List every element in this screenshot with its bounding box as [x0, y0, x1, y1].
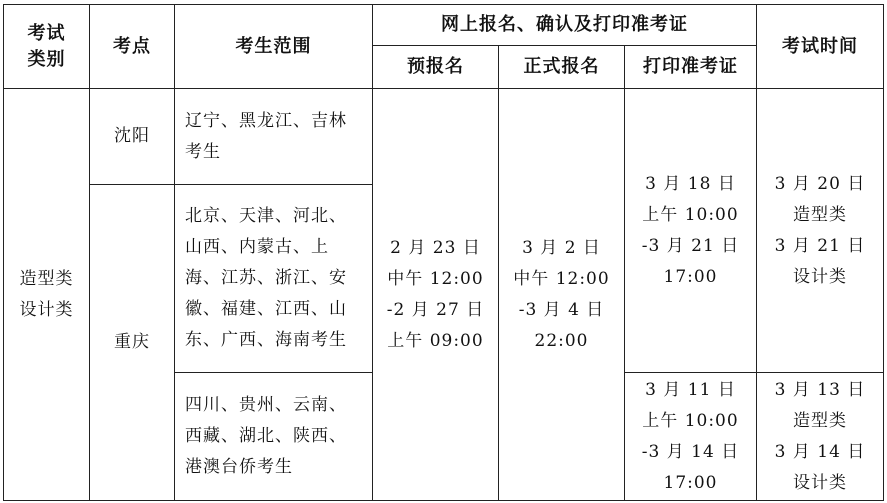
- exam-time-b-line-1: 3 月 13 日: [774, 379, 866, 400]
- header-pre-registration: 预报名: [373, 46, 499, 89]
- exam-time-b-line-2: 造型类: [793, 410, 848, 431]
- print-ticket-b-line-3: -3 月 14 日: [641, 441, 740, 462]
- print-ticket-a-line-3: -3 月 21 日: [641, 235, 740, 256]
- header-category-line-1: 考试: [27, 22, 66, 44]
- header-formal-registration: 正式报名: [499, 46, 625, 89]
- exam-time-a-line-3: 3 月 21 日: [774, 235, 866, 256]
- pre-registration-cell: [373, 89, 499, 501]
- scope-chongqing-a: 北京、天津、河北、山西、内蒙古、上海、江苏、浙江、安徽、福建、江西、山东、广西、海南考生: [175, 185, 373, 373]
- exam-time-a-line-1: 3 月 20 日: [774, 173, 866, 194]
- exam-time-b-line-3: 3 月 14 日: [774, 441, 866, 462]
- site-chongqing: 重庆: [90, 185, 175, 501]
- print-ticket-b-line-2: 上午 10:00: [642, 410, 739, 431]
- formal-registration-line-4: 22:00: [534, 330, 589, 351]
- pre-registration-line-4: 上午 09:00: [387, 330, 484, 351]
- formal-registration-line-3: -3 月 4 日: [518, 299, 605, 320]
- category-line-2: 设计类: [19, 299, 74, 320]
- category-line-1: 造型类: [19, 268, 74, 289]
- print-ticket-a-line-4: 17:00: [663, 266, 718, 287]
- header-scope: 考生范围: [175, 5, 373, 89]
- formal-registration-line-2: 中午 12:00: [513, 268, 610, 289]
- print-ticket-a-line-2: 上午 10:00: [642, 204, 739, 225]
- category-cell: [4, 89, 90, 501]
- exam-time-cell-b: [757, 373, 884, 501]
- pre-registration-line-3: -2 月 27 日: [386, 299, 485, 320]
- pre-registration-line-2: 中午 12:00: [387, 268, 484, 289]
- header-category-line-2: 类别: [27, 48, 66, 70]
- header-print-ticket: 打印准考证: [625, 46, 757, 89]
- pre-registration-line-1: 2 月 23 日: [390, 237, 481, 258]
- formal-registration-line-1: 3 月 2 日: [522, 237, 601, 258]
- print-ticket-a-line-1: 3 月 18 日: [645, 173, 736, 194]
- print-ticket-cell-b: [625, 373, 757, 501]
- scope-chongqing-b: 四川、贵州、云南、西藏、湖北、陕西、港澳台侨考生: [175, 373, 373, 501]
- print-ticket-b-line-4: 17:00: [663, 472, 718, 493]
- scope-shenyang: 辽宁、黑龙江、吉林考生: [175, 89, 373, 185]
- site-shenyang: 沈阳: [90, 89, 175, 185]
- exam-time-a-line-2: 造型类: [793, 204, 848, 225]
- exam-time-a-line-4: 设计类: [793, 266, 848, 287]
- header-online-group: 网上报名、确认及打印准考证: [373, 5, 757, 46]
- formal-registration-cell: [499, 89, 625, 501]
- header-site: 考点: [90, 5, 175, 89]
- print-ticket-cell-a: [625, 89, 757, 373]
- exam-time-b-line-4: 设计类: [793, 472, 848, 493]
- print-ticket-b-line-1: 3 月 11 日: [645, 379, 736, 400]
- exam-time-cell-a: [757, 89, 884, 373]
- exam-schedule-table: [3, 4, 884, 501]
- header-exam-time: 考试时间: [757, 5, 884, 89]
- header-category: [4, 5, 90, 89]
